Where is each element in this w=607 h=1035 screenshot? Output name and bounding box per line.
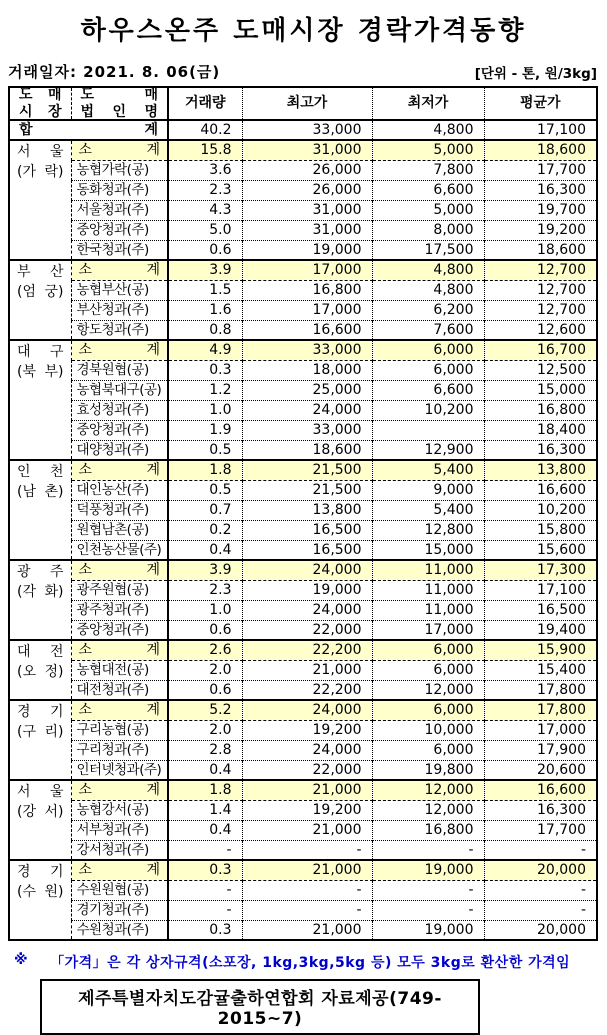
table-row <box>9 820 597 840</box>
avg-price-cell: 15,900 <box>484 640 597 660</box>
table-row-total <box>9 120 597 140</box>
table-row <box>9 440 597 460</box>
market-section <box>9 640 597 700</box>
min-price-cell: 12,800 <box>372 520 484 540</box>
corp-name-cell: 대전청과(주) <box>71 680 168 700</box>
avg-price-cell: 17,700 <box>484 820 597 840</box>
corp-name-cell: 농협부산(공) <box>71 280 168 300</box>
volume-cell: 0.4 <box>168 540 242 560</box>
volume-cell: 0.7 <box>168 500 242 520</box>
corp-name-cell: 동화청과(주) <box>71 180 168 200</box>
corp-name-cell: 농협가락(공) <box>71 160 168 180</box>
avg-price-cell: 18,600 <box>484 240 597 260</box>
market-section <box>9 860 597 940</box>
min-price-cell: 12,000 <box>372 800 484 820</box>
market-section <box>9 260 597 340</box>
max-price-cell: 13,800 <box>242 500 372 520</box>
min-price-cell: 5,400 <box>372 460 484 480</box>
avg-price-cell: 15,400 <box>484 660 597 680</box>
max-price-cell: - <box>242 900 372 920</box>
avg-price-cell: 12,700 <box>484 260 597 280</box>
col-header-corp: 도 매 법 인 명 <box>71 87 168 120</box>
max-price-cell: 26,000 <box>242 160 372 180</box>
avg-price-cell: 20,000 <box>484 860 597 880</box>
table-row <box>9 580 597 600</box>
volume-cell: 1.5 <box>168 280 242 300</box>
max-price-cell: 19,200 <box>242 720 372 740</box>
volume-cell: 0.6 <box>168 240 242 260</box>
min-price-cell: 16,800 <box>372 820 484 840</box>
avg-price-cell: - <box>484 880 597 900</box>
min-price-cell: 6,600 <box>372 180 484 200</box>
corp-name-cell: 원협남촌(공) <box>71 520 168 540</box>
max-price-cell: 22,200 <box>242 680 372 700</box>
min-price-cell: 12,000 <box>372 780 484 800</box>
avg-price-cell: 16,300 <box>484 440 597 460</box>
volume-cell: - <box>168 880 242 900</box>
max-price-cell: - <box>242 880 372 900</box>
avg-price-cell: 16,800 <box>484 400 597 420</box>
volume-cell: 0.3 <box>168 360 242 380</box>
corp-name-cell: 부산청과(주) <box>71 300 168 320</box>
subtotal-label-cell: 소 계 <box>71 640 168 660</box>
market-cell: 광 주 (각 화) <box>9 560 71 640</box>
table-row <box>9 200 597 220</box>
table-row <box>9 620 597 640</box>
corp-name-cell: 덕풍청과(주) <box>71 500 168 520</box>
market-cell: 경 기 (수 원) <box>9 860 71 940</box>
volume-cell: 2.3 <box>168 580 242 600</box>
corp-name-cell: 경기청과(주) <box>71 900 168 920</box>
min-price-cell: 17,000 <box>372 620 484 640</box>
volume-cell: 1.0 <box>168 600 242 620</box>
table-row-subtotal <box>9 340 597 360</box>
max-price-cell: 24,000 <box>242 400 372 420</box>
table-row <box>9 740 597 760</box>
max-price-cell: 33,000 <box>242 120 372 140</box>
min-price-cell: - <box>372 900 484 920</box>
volume-cell: 0.2 <box>168 520 242 540</box>
max-price-cell: 26,000 <box>242 180 372 200</box>
volume-cell: 3.9 <box>168 560 242 580</box>
avg-price-cell: 16,700 <box>484 340 597 360</box>
min-price-cell: 11,000 <box>372 600 484 620</box>
corp-name-cell: 광주청과(주) <box>71 600 168 620</box>
volume-cell: 0.3 <box>168 920 242 940</box>
subtotal-label-cell: 소 계 <box>71 460 168 480</box>
min-price-cell: - <box>372 880 484 900</box>
market-cell: 인 천 (남 촌) <box>9 460 71 560</box>
avg-price-cell: 16,600 <box>484 780 597 800</box>
max-price-cell: 16,800 <box>242 280 372 300</box>
avg-price-cell: 10,200 <box>484 500 597 520</box>
table-row <box>9 480 597 500</box>
avg-price-cell: 12,700 <box>484 300 597 320</box>
min-price-cell: 5,400 <box>372 500 484 520</box>
table-row <box>9 380 597 400</box>
volume-cell: - <box>168 900 242 920</box>
volume-cell: 0.3 <box>168 860 242 880</box>
volume-cell: 0.5 <box>168 440 242 460</box>
avg-price-cell: 16,300 <box>484 800 597 820</box>
avg-price-cell: - <box>484 900 597 920</box>
volume-cell: 0.6 <box>168 680 242 700</box>
footnote-marker-icon: ※ <box>14 952 29 969</box>
max-price-cell: 22,000 <box>242 620 372 640</box>
volume-cell: 2.8 <box>168 740 242 760</box>
corp-name-cell: 광주원협(공) <box>71 580 168 600</box>
avg-price-cell: 16,300 <box>484 180 597 200</box>
max-price-cell: 33,000 <box>242 420 372 440</box>
corp-name-cell: 농협강서(공) <box>71 800 168 820</box>
avg-price-cell: 15,000 <box>484 380 597 400</box>
corp-name-cell: 항도청과(주) <box>71 320 168 340</box>
table-row <box>9 680 597 700</box>
avg-price-cell: 19,200 <box>484 220 597 240</box>
min-price-cell: 10,000 <box>372 720 484 740</box>
min-price-cell: 6,000 <box>372 340 484 360</box>
max-price-cell: 25,000 <box>242 380 372 400</box>
market-cell: 부 산 (엄 궁) <box>9 260 71 340</box>
table-row-subtotal <box>9 260 597 280</box>
volume-cell: 15.8 <box>168 140 242 160</box>
volume-cell: 1.8 <box>168 460 242 480</box>
volume-cell: 0.8 <box>168 320 242 340</box>
table-row <box>9 600 597 620</box>
avg-price-cell: 12,500 <box>484 360 597 380</box>
avg-price-cell: 18,400 <box>484 420 597 440</box>
table-row <box>9 400 597 420</box>
col-header-market: 도 매 시 장 <box>9 87 71 120</box>
table-row <box>9 840 597 860</box>
avg-price-cell: 17,000 <box>484 720 597 740</box>
table-row-subtotal <box>9 560 597 580</box>
col-header-avg-price: 평균가 <box>484 87 597 120</box>
volume-cell: 2.6 <box>168 640 242 660</box>
max-price-cell: 16,500 <box>242 520 372 540</box>
corp-name-cell: 대인농산(주) <box>71 480 168 500</box>
min-price-cell: 6,000 <box>372 740 484 760</box>
table-row <box>9 160 597 180</box>
table-row <box>9 880 597 900</box>
unit-label: [단위 - 톤, 원/3kg] <box>474 66 597 82</box>
min-price-cell: 11,000 <box>372 580 484 600</box>
min-price-cell: 19,000 <box>372 920 484 940</box>
volume-cell: 1.2 <box>168 380 242 400</box>
volume-cell: 5.2 <box>168 700 242 720</box>
max-price-cell: 21,000 <box>242 860 372 880</box>
volume-cell: 0.4 <box>168 820 242 840</box>
table-row <box>9 280 597 300</box>
total-label-cell: 합 계 <box>9 120 168 140</box>
max-price-cell: 24,000 <box>242 600 372 620</box>
market-cell: 대 전 (오 정) <box>9 640 71 700</box>
volume-cell: 4.3 <box>168 200 242 220</box>
trade-date-label: 거래일자: 2021. 8. 06(금) <box>8 63 221 81</box>
corp-name-cell: 농협대전(공) <box>71 660 168 680</box>
volume-cell: 1.9 <box>168 420 242 440</box>
min-price-cell: 4,800 <box>372 120 484 140</box>
table-row-subtotal <box>9 140 597 160</box>
col-header-min-price: 최저가 <box>372 87 484 120</box>
subtotal-label-cell: 소 계 <box>71 340 168 360</box>
table-row-subtotal <box>9 780 597 800</box>
volume-cell: - <box>168 840 242 860</box>
market-section <box>9 700 597 780</box>
max-price-cell: 24,000 <box>242 700 372 720</box>
table-row <box>9 900 597 920</box>
avg-price-cell: 16,600 <box>484 480 597 500</box>
avg-price-cell: 18,600 <box>484 140 597 160</box>
avg-price-cell: 15,600 <box>484 540 597 560</box>
min-price-cell: 7,600 <box>372 320 484 340</box>
min-price-cell: 15,000 <box>372 540 484 560</box>
corp-name-cell: 수원청과(주) <box>71 920 168 940</box>
corp-name-cell: 효성청과(주) <box>71 400 168 420</box>
avg-price-cell: 12,700 <box>484 280 597 300</box>
min-price-cell <box>372 420 484 440</box>
avg-price-cell: 17,100 <box>484 580 597 600</box>
market-section <box>9 780 597 860</box>
max-price-cell: 18,000 <box>242 360 372 380</box>
market-cell: 서 울 (가 락) <box>9 140 71 260</box>
subtotal-label-cell: 소 계 <box>71 860 168 880</box>
volume-cell: 3.6 <box>168 160 242 180</box>
corp-name-cell: 한국청과(주) <box>71 240 168 260</box>
max-price-cell: 16,600 <box>242 320 372 340</box>
min-price-cell: - <box>372 840 484 860</box>
corp-name-cell: 중앙청과(주) <box>71 620 168 640</box>
min-price-cell: 6,000 <box>372 700 484 720</box>
min-price-cell: 12,000 <box>372 680 484 700</box>
table-row <box>9 760 597 780</box>
table-row <box>9 420 597 440</box>
volume-cell: 5.0 <box>168 220 242 240</box>
min-price-cell: 10,200 <box>372 400 484 420</box>
min-price-cell: 19,800 <box>372 760 484 780</box>
min-price-cell: 8,000 <box>372 220 484 240</box>
table-row <box>9 300 597 320</box>
corp-name-cell: 수원원협(공) <box>71 880 168 900</box>
subtotal-label-cell: 소 계 <box>71 140 168 160</box>
avg-price-cell: 17,700 <box>484 160 597 180</box>
min-price-cell: 5,000 <box>372 200 484 220</box>
market-cell: 경 기 (구 리) <box>9 700 71 780</box>
min-price-cell: 6,000 <box>372 660 484 680</box>
max-price-cell: 17,000 <box>242 300 372 320</box>
subtotal-label-cell: 소 계 <box>71 560 168 580</box>
page-title: 하우스온주 도매시장 경락가격동향 <box>80 16 527 46</box>
max-price-cell: 21,000 <box>242 780 372 800</box>
meta-row <box>8 61 597 82</box>
min-price-cell: 9,000 <box>372 480 484 500</box>
avg-price-cell: 20,000 <box>484 920 597 940</box>
avg-price-cell: 20,600 <box>484 760 597 780</box>
volume-cell: 0.5 <box>168 480 242 500</box>
max-price-cell: 24,000 <box>242 560 372 580</box>
max-price-cell: 31,000 <box>242 220 372 240</box>
corp-name-cell: 인천농산물(주) <box>71 540 168 560</box>
max-price-cell: 33,000 <box>242 340 372 360</box>
table-row <box>9 920 597 940</box>
avg-price-cell: 17,100 <box>537 122 586 139</box>
volume-cell: 2.3 <box>168 180 242 200</box>
subtotal-label-cell: 소 계 <box>71 260 168 280</box>
table-row <box>9 220 597 240</box>
corp-name-cell: 구리청과(주) <box>71 740 168 760</box>
price-footnote <box>14 952 607 972</box>
avg-price-cell: 15,800 <box>484 520 597 540</box>
table-row-subtotal <box>9 460 597 480</box>
table-row <box>9 240 597 260</box>
max-price-cell: 31,000 <box>242 140 372 160</box>
table-row-subtotal <box>9 640 597 660</box>
corp-name-cell: 경북원협(공) <box>71 360 168 380</box>
table-row <box>9 540 597 560</box>
volume-cell: 2.0 <box>168 720 242 740</box>
table-row <box>9 320 597 340</box>
table-row <box>9 180 597 200</box>
min-price-cell: 7,800 <box>372 160 484 180</box>
max-price-cell: 21,500 <box>242 460 372 480</box>
table-row-subtotal <box>9 860 597 880</box>
avg-price-cell: 13,800 <box>484 460 597 480</box>
volume-cell: 40.2 <box>168 120 242 140</box>
volume-cell: 1.4 <box>168 800 242 820</box>
max-price-cell: 19,000 <box>242 580 372 600</box>
volume-cell: 4.9 <box>168 340 242 360</box>
volume-cell: 2.0 <box>168 660 242 680</box>
max-price-cell: 16,500 <box>242 540 372 560</box>
table-row <box>9 500 597 520</box>
avg-price-cell: 17,900 <box>484 740 597 760</box>
min-price-cell: 12,900 <box>372 440 484 460</box>
corp-name-cell: 인터넷청과(주) <box>71 760 168 780</box>
table-row <box>9 720 597 740</box>
market-cell: 서 울 (강 서) <box>9 780 71 860</box>
market-section <box>9 460 597 560</box>
table-row <box>9 360 597 380</box>
max-price-cell: 18,600 <box>242 440 372 460</box>
price-table <box>8 86 598 941</box>
footnote-text: 「가격」은 각 상자규격(소포장, 1kg,3kg,5kg 등) 모두 3kg로 환산한 가격임 <box>50 955 571 972</box>
max-price-cell: 22,200 <box>242 640 372 660</box>
table-row <box>9 800 597 820</box>
corp-name-cell: 중앙청과(주) <box>71 220 168 240</box>
subtotal-label-cell: 소 계 <box>71 780 168 800</box>
volume-cell: 1.0 <box>168 400 242 420</box>
volume-cell: 1.8 <box>168 780 242 800</box>
col-header-max-price: 최고가 <box>242 87 372 120</box>
max-price-cell: - <box>242 840 372 860</box>
avg-price-cell: 17,800 <box>484 680 597 700</box>
max-price-cell: 19,200 <box>242 800 372 820</box>
volume-cell: 1.6 <box>168 300 242 320</box>
subtotal-label-cell: 소 계 <box>71 700 168 720</box>
min-price-cell: 11,000 <box>372 560 484 580</box>
market-section <box>9 340 597 460</box>
col-header-volume: 거래량 <box>168 87 242 120</box>
table-row-subtotal <box>9 700 597 720</box>
avg-price-cell: 16,500 <box>484 600 597 620</box>
market-section <box>9 140 597 260</box>
volume-cell: 0.4 <box>168 760 242 780</box>
min-price-cell: 19,000 <box>372 860 484 880</box>
max-price-cell: 21,000 <box>242 820 372 840</box>
max-price-cell: 21,000 <box>242 920 372 940</box>
max-price-cell: 21,000 <box>242 660 372 680</box>
table-row <box>9 660 597 680</box>
avg-price-cell: - <box>484 840 597 860</box>
corp-name-cell: 강서청과(주) <box>71 840 168 860</box>
max-price-cell: 22,000 <box>242 760 372 780</box>
max-price-cell: 17,000 <box>242 260 372 280</box>
min-price-cell: 6,600 <box>372 380 484 400</box>
avg-price-cell: 19,700 <box>484 200 597 220</box>
volume-cell: 3.9 <box>168 260 242 280</box>
min-price-cell: 6,200 <box>372 300 484 320</box>
corp-name-cell: 구리농협(공) <box>71 720 168 740</box>
min-price-cell: 4,800 <box>372 260 484 280</box>
avg-price-cell: 12,600 <box>484 320 597 340</box>
max-price-cell: 31,000 <box>242 200 372 220</box>
market-section <box>9 560 597 640</box>
avg-price-cell: 17,300 <box>484 560 597 580</box>
max-price-cell: 21,500 <box>242 480 372 500</box>
corp-name-cell: 대양청과(주) <box>71 440 168 460</box>
corp-name-cell: 농협북대구(공) <box>71 380 168 400</box>
market-cell: 대 구 (북 부) <box>9 340 71 460</box>
max-price-cell: 19,000 <box>242 240 372 260</box>
min-price-cell: 6,000 <box>372 640 484 660</box>
header-row <box>9 87 597 120</box>
corp-name-cell: 서울청과(주) <box>71 200 168 220</box>
corp-name-cell: 서부청과(주) <box>71 820 168 840</box>
corp-name-cell: 중앙청과(주) <box>71 420 168 440</box>
avg-price-cell: 17,800 <box>484 700 597 720</box>
min-price-cell: 17,500 <box>372 240 484 260</box>
volume-cell: 0.6 <box>168 620 242 640</box>
max-price-cell: 24,000 <box>242 740 372 760</box>
source-box: 제주특별자치도감귤출하연합회 자료제공(749-2015~7) <box>40 979 480 1035</box>
avg-price-cell: 19,400 <box>484 620 597 640</box>
table-row <box>9 520 597 540</box>
min-price-cell: 6,000 <box>372 360 484 380</box>
min-price-cell: 5,000 <box>372 140 484 160</box>
min-price-cell: 4,800 <box>372 280 484 300</box>
